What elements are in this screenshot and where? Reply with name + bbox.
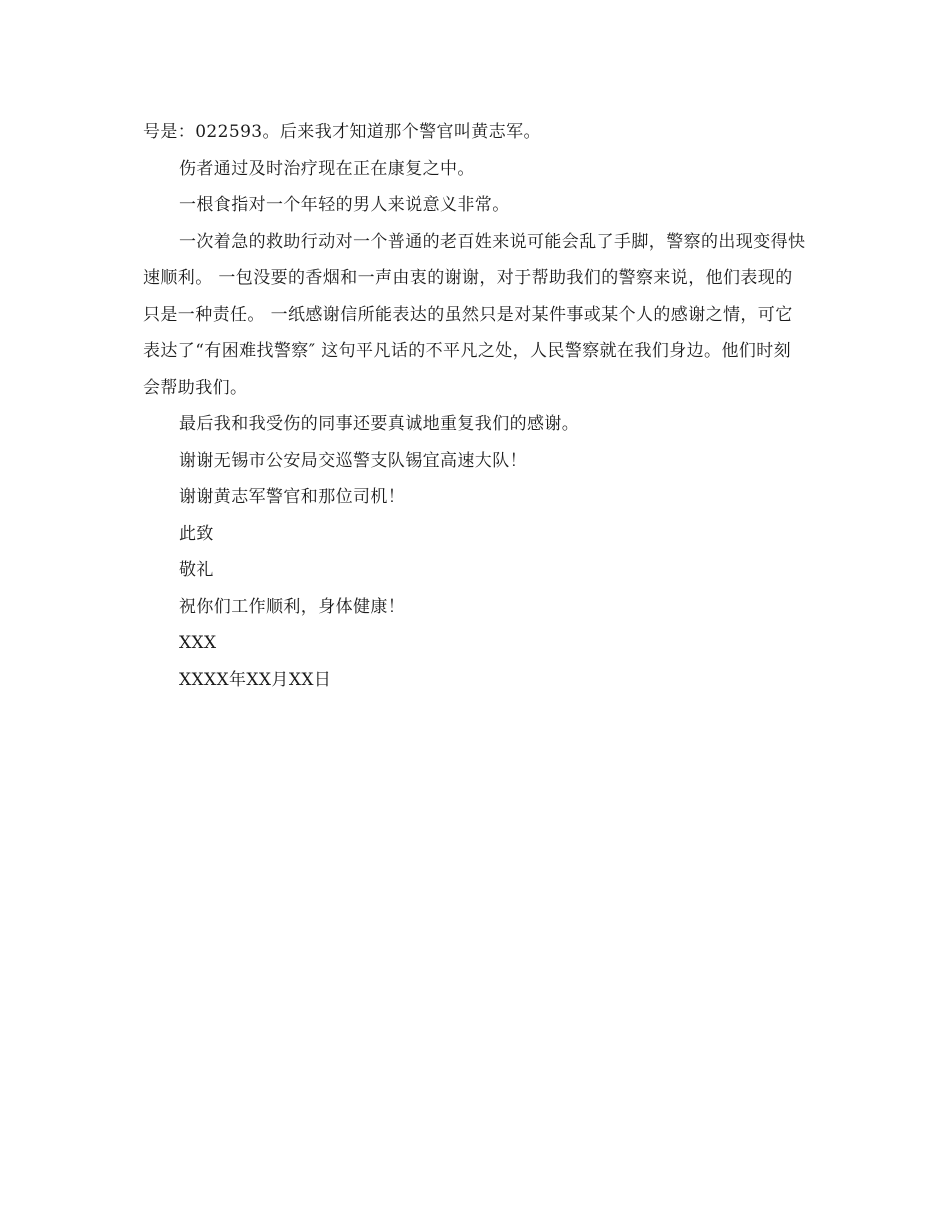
closing-salutation-1: 此致 xyxy=(179,523,214,544)
paragraph-police-id: 号是：022593。后来我才知道那个警官叫黄志军。 xyxy=(143,122,541,142)
closing-wish: 祝你们工作顺利，身体健康！ xyxy=(179,596,406,617)
paragraph-finger: 一根食指对一个年轻的男人来说意义非常。 xyxy=(179,195,510,215)
letter-body xyxy=(143,114,808,698)
paragraph-repeat-thanks: 最后我和我受伤的同事还要真诚地重复我们的感谢。 xyxy=(179,414,580,434)
date: XXXX年XX月XX日 xyxy=(179,669,332,690)
paragraph-thanks-officer: 谢谢黄志军警官和那位司机！ xyxy=(179,487,406,507)
paragraph-thanks-brigade: 谢谢无锡市公安局交巡警支队锡宜高速大队！ xyxy=(179,450,527,471)
closing-salutation-2: 敬礼 xyxy=(179,560,214,580)
paragraph-recovery: 伤者通过及时治疗现在正在康复之中。 xyxy=(179,158,475,179)
signature: XXX xyxy=(179,633,217,653)
paragraph-gratitude: 一次着急的救助行动对一个普通的老百姓来说可能会乱了手脚，警察的出现变得快速顺利。 一包没要的香烟和一声由衷的谢谢，对于帮助我们的警察来说，他们表现的只是一种责任。 一纸感谢信所能表达的虽然只是对某件事或某个人的感谢之情，可它表达了“有困难找警察″ 这句平凡话的不平凡之处，人民警察就在我们身边。他们时刻会帮助我们。 xyxy=(143,231,806,398)
